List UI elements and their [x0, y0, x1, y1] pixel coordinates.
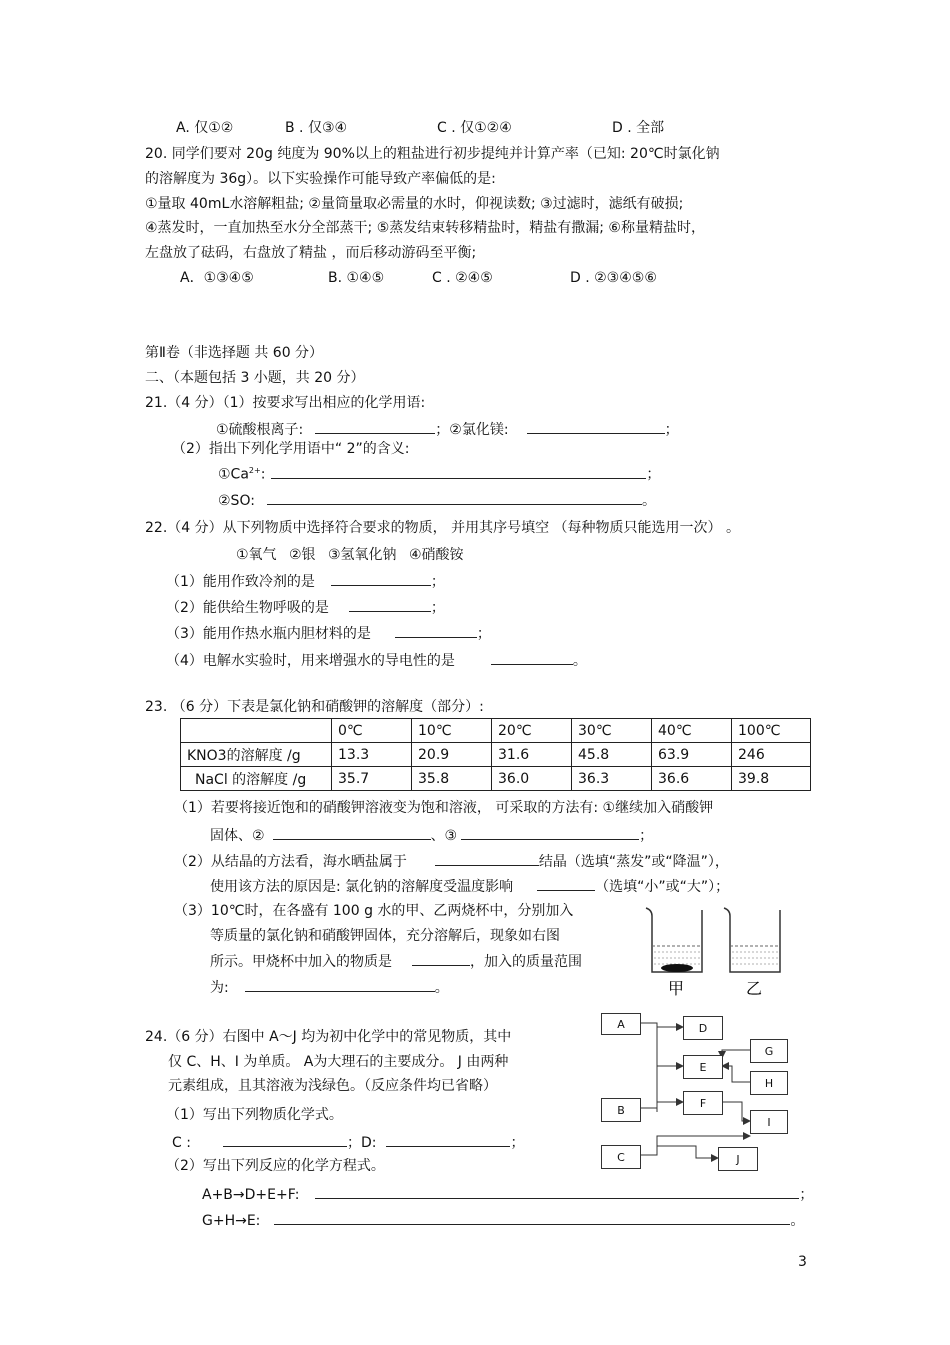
table-header-cell: 40℃ — [652, 719, 732, 743]
q23-part-2c-label: 使用该方法的原因是: 氯化钠的溶解度受温度影响 — [210, 879, 514, 895]
q23-part-3-period: 。 — [434, 980, 449, 996]
table-header-cell: 0℃ — [332, 719, 412, 743]
q21-sulfate-label: ①硫酸根离子: — [216, 422, 304, 438]
q21-end-semicolon: ； — [664, 422, 679, 438]
q20-option-c: C . ②④⑤ — [432, 270, 493, 286]
section-title: 第Ⅱ卷（非选择题 共 60 分） — [145, 345, 324, 361]
beaker-illustration — [640, 904, 786, 1000]
table-cell: 36.3 — [572, 767, 652, 791]
q20-option-b: B. ①④⑤ — [328, 270, 385, 286]
q20-option-a: A．①③④⑤ — [180, 270, 254, 286]
q19-option-b: B . 仅③④ — [285, 120, 348, 136]
q23-method-3-blank[interactable] — [461, 824, 639, 840]
table-cell: 246 — [732, 743, 811, 767]
table-header-cell: 30℃ — [572, 719, 652, 743]
q23-part-3d-label: ，加入的质量范围 — [470, 954, 582, 970]
q20-line-5: 左盘放了砝码，右盘放了精盐 ，而后移动游码至平衡; — [145, 245, 477, 261]
q23-line-1: 23. （6 分）下表是氯化钠和硝酸钾的溶解度（部分）: — [145, 699, 484, 715]
q21-so-label: ②SO — [218, 493, 251, 509]
q22-part-1-semicolon: ； — [430, 574, 445, 590]
node-g: G — [750, 1039, 788, 1063]
q22-part-2-blank[interactable] — [349, 596, 431, 612]
q22-part-2 — [166, 596, 445, 618]
table-row-label: NaCl 的溶解度 /g — [181, 767, 332, 791]
q21-line-3: （2）指出下列化学用语中“ 2”的含义: — [172, 441, 410, 457]
q21-so-period: 。 — [641, 493, 656, 509]
section-subtitle: 二、（本题包括 3 小题，共 20 分） — [145, 370, 365, 386]
q23-part-2a-label: （2）从结晶的方法看，海水晒盐属于 — [174, 854, 407, 870]
q24-d-label: ；D: — [346, 1135, 377, 1151]
q22-part-3 — [166, 622, 491, 644]
q21-separator: ；②氯化镁: — [435, 422, 509, 438]
q22-part-2-semicolon: ； — [430, 600, 445, 616]
q21-ca-row — [218, 461, 660, 485]
q19-option-a: A. 仅①② — [176, 120, 234, 136]
table-header-cell: 100℃ — [732, 719, 811, 743]
q24-line-2: 仅 C、H、I 为单质。 A为大理石的主要成分。 J 由两种 — [168, 1054, 509, 1070]
q23-part-3b: 等质量的氯化钠和硝酸钾固体，充分溶解后，现象如右图 — [210, 928, 560, 944]
q22-line-1: 22.（4 分）从下列物质中选择符合要求的物质， 并用其序号填空 （每种物质只能选用一次） 。 — [145, 520, 740, 536]
table-cell: 63.9 — [652, 743, 732, 767]
q21-so-colon: : — [250, 493, 255, 509]
q24-cd-semicolon: ； — [510, 1135, 525, 1151]
q24-d-blank[interactable] — [386, 1131, 510, 1147]
q21-line-1: 21.（4 分）（1）按要求写出相应的化学用语: — [145, 395, 426, 411]
node-f: F — [683, 1091, 723, 1115]
q22-part-4-period: 。 — [572, 653, 587, 669]
table-cell: 45.8 — [572, 743, 652, 767]
q24-eq2-blank[interactable] — [274, 1209, 790, 1225]
q21-ca-charge: 2+ — [248, 466, 261, 475]
q23-substance-blank[interactable] — [412, 950, 470, 966]
node-j: J — [718, 1147, 758, 1171]
q23-part-1b-label: 固体、② — [210, 828, 265, 844]
q23-part-3e — [210, 976, 449, 998]
q23-part-3e-label: 为: — [210, 980, 229, 996]
q24-line-1: 24.（6 分）右图中 A～J 均为初中化学中的常见物质，其中 — [145, 1029, 512, 1045]
q23-influence-blank[interactable] — [537, 875, 595, 891]
beaker-yi — [724, 908, 780, 972]
table-header-cell — [181, 719, 332, 743]
q21-ca-blank[interactable] — [271, 463, 646, 479]
table-cell: 36.6 — [652, 767, 732, 791]
q22-part-1 — [166, 570, 445, 592]
q23-part-2c — [210, 875, 729, 897]
q23-part-1c-label: 、③ — [430, 828, 458, 844]
node-d: D — [683, 1016, 723, 1040]
q23-part-3c — [210, 950, 582, 972]
q22-part-3-blank[interactable] — [395, 622, 477, 638]
beaker-jia — [646, 908, 702, 972]
q24-eq1-semicolon: ； — [799, 1187, 814, 1203]
table-header-cell: 10℃ — [412, 719, 492, 743]
q23-method-2-blank[interactable] — [273, 824, 431, 840]
q24-eq2-period: 。 — [790, 1213, 805, 1229]
table-cell: 35.7 — [332, 767, 412, 791]
q21-sulfate-row — [216, 418, 679, 440]
q22-part-3-semicolon: ； — [476, 626, 491, 642]
q23-crystal-blank[interactable] — [435, 850, 539, 866]
q22-part-4 — [166, 649, 587, 671]
solubility-table — [180, 718, 811, 791]
q24-cd-row — [172, 1131, 524, 1153]
q23-part-2d-label: （选填“小”或“大”）； — [595, 879, 730, 895]
q24-c-blank[interactable] — [223, 1131, 347, 1147]
q24-eq2-label: G+H→E: — [202, 1213, 261, 1229]
q24-eq1-blank[interactable] — [315, 1183, 799, 1199]
beaker-yi-label: 乙 — [746, 979, 763, 998]
q22-part-4-label: （4）电解水实验时，用来增强水的导电性的是 — [166, 653, 455, 669]
q21-sulfate-blank[interactable] — [315, 418, 435, 434]
q24-line-3: 元素组成，且其溶液为浅绿色。（反应条件均已省略） — [168, 1078, 497, 1094]
q22-part-1-label: （1）能用作致冷剂的是 — [166, 574, 315, 590]
node-h: H — [750, 1071, 788, 1095]
table-cell: 35.8 — [412, 767, 492, 791]
page-number: 3 — [798, 1254, 807, 1270]
table-row-label: KNO3的溶解度 /g — [181, 743, 332, 767]
q23-part-1a: （1）若要将接近饱和的硝酸钾溶液变为饱和溶液， 可采取的方法有: ①继续加入硝酸钾 — [174, 800, 714, 816]
node-a: A — [601, 1013, 641, 1035]
table-cell: 31.6 — [492, 743, 572, 767]
node-i: I — [750, 1110, 788, 1134]
q23-mass-range-blank[interactable] — [245, 976, 435, 992]
q21-so-blank[interactable] — [267, 489, 642, 505]
table-cell: 20.9 — [412, 743, 492, 767]
q22-part-1-blank[interactable] — [331, 570, 431, 586]
q20-line-2: 的溶解度为 36g）。以下实验操作可能导致产率偏低的是: — [145, 171, 496, 187]
q22-part-3-label: （3）能用作热水瓶内胆材料的是 — [166, 626, 371, 642]
q21-ca-semicolon: ； — [646, 466, 661, 483]
q23-part-2b-label: 结晶（选填“蒸发”或“降温”）， — [538, 854, 729, 870]
q23-part-1b — [210, 824, 653, 846]
q21-ca-colon: : — [260, 466, 266, 483]
q21-so-row — [218, 489, 656, 511]
q24-eq2-row — [202, 1209, 804, 1231]
q23-part-2a — [174, 850, 729, 872]
q19-option-d: D . 全部 — [612, 120, 665, 136]
q20-option-d: D . ②③④⑤⑥ — [570, 270, 657, 286]
table-cell: 13.3 — [332, 743, 412, 767]
beaker-jia-label: 甲 — [668, 979, 685, 998]
q22-part-4-blank[interactable] — [491, 649, 573, 665]
q23-part-3a: （3）10℃时，在各盛有 100 g 水的甲、乙两烧杯中，分别加入 — [174, 903, 574, 919]
q24-eq1-label: A+B→D+E+F: — [202, 1187, 300, 1203]
node-b: B — [601, 1098, 641, 1122]
table-header-cell: 20℃ — [492, 719, 572, 743]
table-header-row — [181, 719, 811, 743]
q20-line-4: ④蒸发时，一直加热至水分全部蒸干; ⑤蒸发结束转移精盐时，精盐有撒漏; ⑥称量精盐时， — [145, 220, 705, 236]
q24-line-6: （2）写出下列反应的化学方程式。 — [166, 1158, 385, 1174]
q22-options: ①氧气 ②银 ③氢氧化钠 ④硝酸铵 — [236, 547, 464, 563]
q20-line-3: ①量取 40mL水溶解粗盐; ②量筒量取必需量的水时，仰视读数; ③过滤时，滤纸有破损; — [145, 196, 684, 212]
node-c: C — [601, 1145, 641, 1169]
q21-ca-label: ①Ca — [218, 466, 249, 483]
precipitate — [661, 964, 693, 972]
q24-line-4: （1）写出下列物质化学式。 — [166, 1107, 343, 1123]
q21-mgcl-blank[interactable] — [527, 418, 665, 434]
q24-c-label: C : — [172, 1135, 191, 1151]
q19-option-c: C . 仅①②④ — [437, 120, 512, 136]
q23-part-3c-label: 所示。甲烧杯中加入的物质是 — [210, 954, 392, 970]
table-row — [181, 767, 811, 791]
q22-part-2-label: （2）能供给生物呼吸的是 — [166, 600, 329, 616]
q23-part-1-semicolon: ； — [639, 828, 654, 844]
q20-line-1: 20. 同学们要对 20g 纯度为 90%以上的粗盐进行初步提纯并计算产率（已知: 20℃时氯化钠 — [145, 146, 720, 162]
q24-eq1-row — [202, 1183, 813, 1205]
table-cell: 36.0 — [492, 767, 572, 791]
table-row — [181, 743, 811, 767]
table-cell: 39.8 — [732, 767, 811, 791]
node-e: E — [683, 1055, 723, 1079]
